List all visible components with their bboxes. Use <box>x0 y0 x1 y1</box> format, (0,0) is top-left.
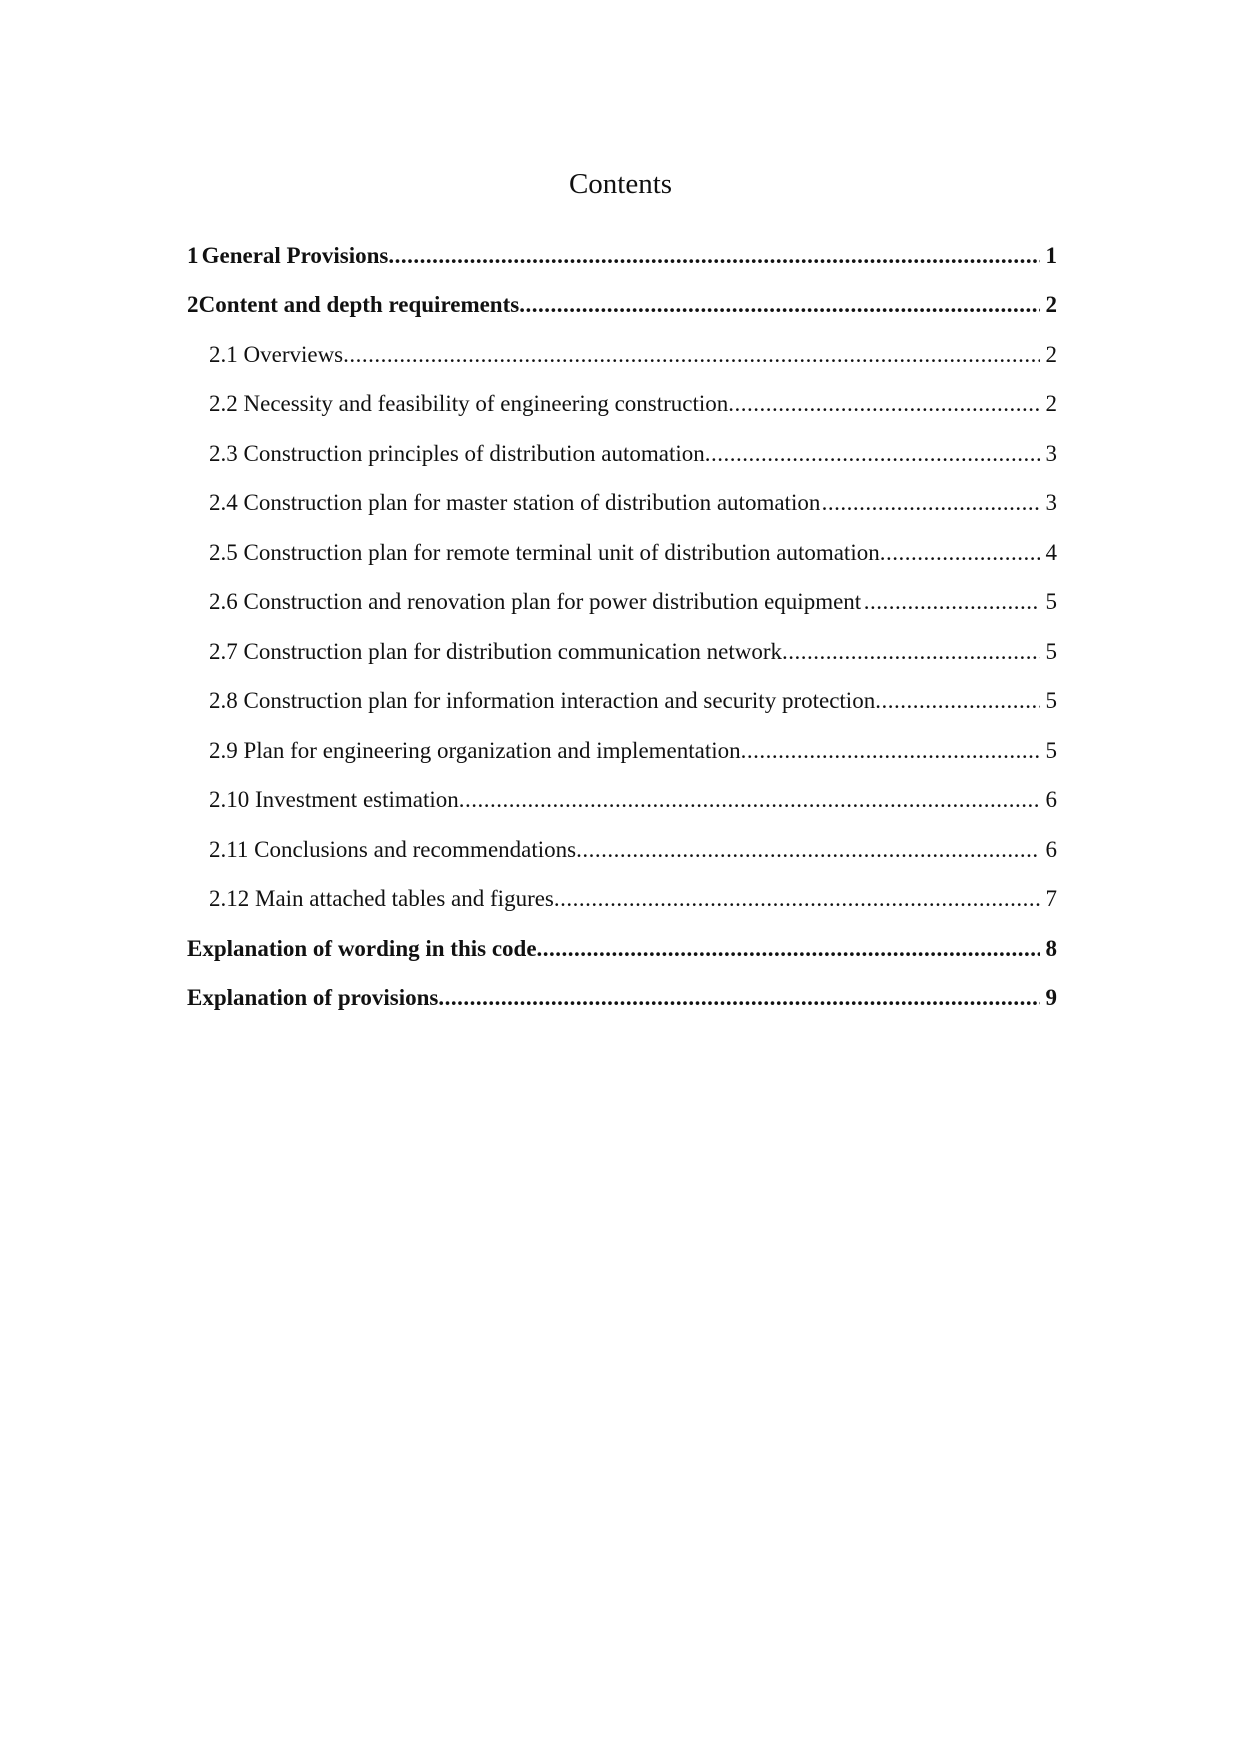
toc-entry-2-10[interactable] <box>209 784 1057 816</box>
toc-entry-title: 2.1 Overviews <box>209 342 344 367</box>
toc-entry-2-6[interactable] <box>209 586 1057 618</box>
toc-leader-dots <box>388 240 1040 272</box>
toc-entry-page: 2 <box>1045 342 1057 367</box>
toc-entry-2-7[interactable] <box>209 636 1057 668</box>
toc-entry-title: Content and depth requirements <box>198 292 520 317</box>
toc-entry-title: 2.12 Main attached tables and figures <box>209 886 554 911</box>
toc-entry-number: 1 <box>187 243 199 268</box>
toc-entry-title: Explanation of provisions <box>187 985 439 1010</box>
toc-leader-dots <box>576 834 1040 866</box>
toc-entry-2-1[interactable] <box>209 339 1057 371</box>
toc-leader-dots <box>880 537 1040 569</box>
toc-entry-2-8[interactable] <box>209 685 1057 717</box>
toc-leader-dots <box>343 339 1040 371</box>
toc-entry-page: 5 <box>1045 688 1057 713</box>
toc-leader-dots <box>438 982 1040 1014</box>
toc-entry-explanation-of-provisions[interactable] <box>187 982 1057 1014</box>
toc-entry-explanation-of-wording[interactable] <box>187 933 1057 965</box>
toc-entry-2-12[interactable] <box>209 883 1057 915</box>
toc-leader-dots <box>782 636 1040 668</box>
toc-leader-dots <box>728 388 1040 420</box>
page-title: Contents <box>568 168 673 200</box>
toc-leader-dots <box>537 933 1040 965</box>
toc-entry-2-5[interactable] <box>209 537 1057 569</box>
toc-entry-title: Explanation of wording in this code <box>187 936 537 961</box>
toc-entry-page: 3 <box>1045 490 1057 515</box>
toc-entry-page: 6 <box>1045 837 1057 862</box>
toc-entry-title: General Provisions <box>201 243 389 268</box>
toc-entry-title: 2.7 Construction plan for distribution communication network <box>209 639 783 664</box>
toc-entry-page: 3 <box>1045 441 1057 466</box>
toc-entry-page: 2 <box>1045 292 1057 317</box>
toc-entry-title: 2.2 Necessity and feasibility of engineering construction <box>209 391 729 416</box>
toc-entry-number: 2 <box>187 292 199 317</box>
toc-entry-page: 5 <box>1045 738 1057 763</box>
toc-leader-dots <box>459 784 1040 816</box>
toc-entry-title: 2.10 Investment estimation <box>209 787 459 812</box>
toc-leader-dots <box>822 487 1040 519</box>
toc-entry-title: 2.11 Conclusions and recommendations <box>209 837 577 862</box>
toc-entry-page: 4 <box>1045 540 1057 565</box>
toc-entry-page: 8 <box>1045 936 1057 961</box>
toc-leader-dots <box>864 586 1040 618</box>
toc-entry-title: 2.5 Construction plan for remote terminal unit of distribution automation <box>209 540 880 565</box>
toc-entry-title: 2.3 Construction principles of distribution automation <box>209 441 705 466</box>
toc-entry-2-11[interactable] <box>209 834 1057 866</box>
toc-entry-page: 6 <box>1045 787 1057 812</box>
toc-entry-title: 2.9 Plan for engineering organization and implementation <box>209 738 741 763</box>
toc-entry-title: 2.8 Construction plan for information interaction and security protection <box>209 688 876 713</box>
toc-entry-2-4[interactable] <box>209 487 1057 519</box>
toc-entry-2-3[interactable] <box>209 438 1057 470</box>
toc-entry-page: 5 <box>1045 589 1057 614</box>
toc-entry-page: 9 <box>1045 985 1057 1010</box>
toc-entry-2-9[interactable] <box>209 735 1057 767</box>
toc-entry-page: 2 <box>1045 391 1057 416</box>
toc-entry-page: 5 <box>1045 639 1057 664</box>
toc-entry-page: 7 <box>1045 886 1057 911</box>
toc-entry-content-and-depth[interactable] <box>187 289 1057 321</box>
toc-leader-dots <box>741 735 1040 767</box>
toc-entry-2-2[interactable] <box>209 388 1057 420</box>
toc-leader-dots <box>875 685 1040 717</box>
toc-entry-title: 2.6 Construction and renovation plan for power distribution equipment <box>209 589 862 614</box>
toc-entry-title: 2.4 Construction plan for master station of distribution automation <box>209 490 821 515</box>
toc-leader-dots <box>519 289 1040 321</box>
toc-leader-dots <box>705 438 1040 470</box>
toc-leader-dots <box>554 883 1040 915</box>
toc-entry-general-provisions[interactable] <box>187 240 1057 272</box>
toc-entry-page: 1 <box>1045 243 1057 268</box>
